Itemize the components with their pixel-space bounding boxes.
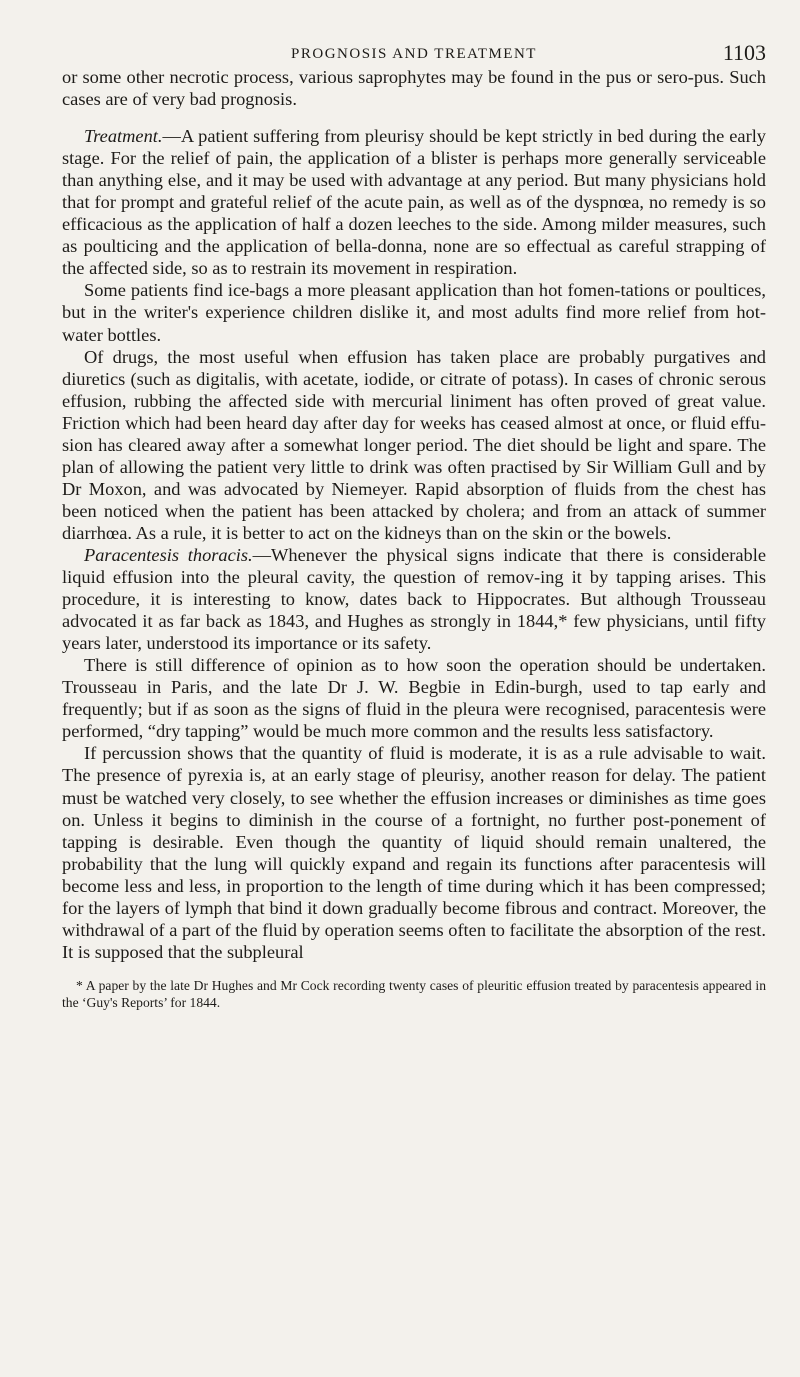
body-text — [62, 66, 766, 963]
running-head: PROGNOSIS AND TREATMENT — [291, 46, 537, 62]
paragraph-treatment — [62, 125, 766, 279]
page-number: 1103 — [722, 40, 766, 65]
paragraph-percussion: If percussion shows that the quantity of fluid is moderate, it is as a rule advisable to wait. The presence of pyrexia is, at an early stage of pleurisy, another reason for delay. The patient must be watched very closely, to see whether the effusion increases or diminishes as time goes on. Unless it begins to diminish in the course of a fortnight, no further post-ponement of tapping is desirable. Even though the quantity of liquid should remain unaltered, the probability that the lung will quickly expand and regain its functions after paracentesis will become less and less, in proportion to the length of time during which it has been compressed; for the layers of lymph that bind it down gradually become fibrous and contract. Moreover, the withdrawal of a part of the fluid by operation seems often to facilitate the absorption of the rest. It is supposed that the subpleural — [62, 743, 766, 962]
page-header — [62, 28, 766, 66]
paragraph-ice-bags: Some patients find ice-bags a more pleasant application than hot fomen-tations or poultices, but in the writer's experience children dislike it, and most adults find more relief from hot-water bottles. — [62, 280, 766, 345]
paracentesis-heading: Paracentesis thoracis. — [84, 544, 253, 565]
treatment-text: —A patient suffering from pleurisy should be kept strictly in bed during the early stage. For the relief of pain, the application of a blister is perhaps more generally serviceable than anything else, and it may be used with advantage at any period. But many physicians hold that for prompt and grateful relief of the acute pain, as well as of the dyspnœa, no remedy is so efficacious as the application of half a dozen leeches to the side. Among milder measures, such as poulticing and the application of bella-donna, none are so effectual as careful strapping of the affected side, so as to restrain its movement in respiration. — [62, 126, 766, 279]
treatment-heading: Treatment. — [84, 126, 163, 147]
book-page — [62, 28, 766, 1011]
paragraph-paracentesis — [62, 544, 766, 654]
paragraph-opinion: There is still difference of opinion as to how soon the operation should be undertaken. Trousseau in Paris, and the late Dr J. W. Begbie in Edin-burgh, used to tap early and frequently; but if as soon as the signs of fluid in the pleura were recognised, paracentesis were performed, “dry tapping” would be much more common and the results less satisfactory. — [62, 655, 766, 742]
paragraph-drugs: Of drugs, the most useful when effusion has taken place are probably purgatives and diuretics (such as digitalis, with acetate, iodide, or citrate of potass). In cases of chronic serous effusion, rubbing the affected side with mercurial liniment has often proved of great value. Friction which had been heard day after day for weeks has ceased almost at once, or fluid effu-sion has cleared away after a somewhat longer period. The diet should be light and spare. The plan of allowing the patient very little to drink was often practised by Sir William Gull and by Dr Moxon, and was advocated by Niemeyer. Rapid absorption of fluids from the chest has been noticed when the patient has been attacked by cholera; and from an attack of summer diarrhœa. As a rule, it is better to act on the kidneys than on the skin or the bowels. — [62, 346, 766, 543]
paracentesis-text: —Whenever the physical signs indicate that there is considerable liquid effusion into the pleural cavity, the question of remov-ing it by tapping arises. This procedure, it is interesting to know, dates back to Hippocrates. But although Trousseau advocated it as far back as 1843, and Hughes as strongly in 1844,* few physicians, until fifty years later, understood its importance or its safety. — [62, 544, 766, 654]
footnote: * A paper by the late Dr Hughes and Mr Cock recording twenty cases of pleuritic effusion treated by paracentesis appeared in the ‘Guy's Reports’ for 1844. — [62, 977, 766, 1010]
paragraph-intro: or some other necrotic process, various saprophytes may be found in the pus or sero-pus. Such cases are of very bad prognosis. — [62, 67, 766, 110]
